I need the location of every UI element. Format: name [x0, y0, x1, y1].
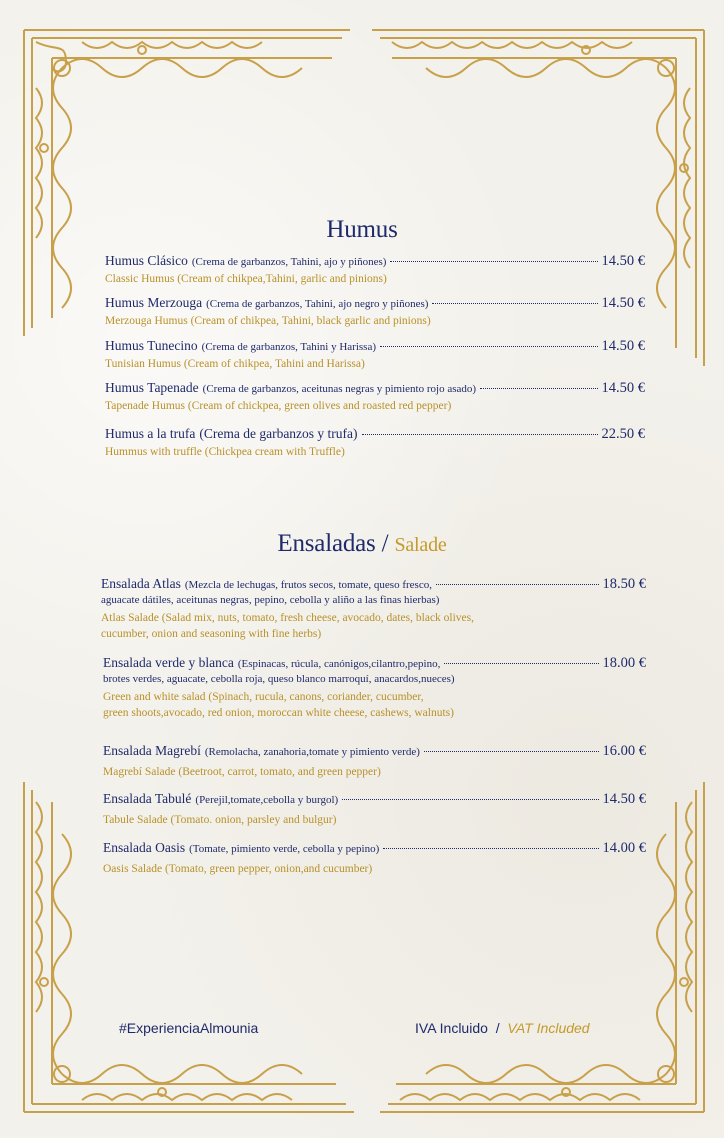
- item-en-name: Green and white salad: [103, 691, 206, 703]
- item-en-desc-continued: green shoots,avocado, red onion, moroccan white cheese, cashews, walnuts): [103, 707, 454, 719]
- item-english: [105, 400, 645, 412]
- item-en-desc: (Salad mix, nuts, tomato, fresh cheese, avocado, dates, black olives,: [161, 612, 475, 624]
- menu-item: [101, 575, 646, 642]
- item-desc: (Perejil,tomate,cebolla y burgol): [195, 794, 339, 806]
- item-en-desc: (Chickpea cream with Truffle): [204, 446, 345, 458]
- item-english: [103, 764, 646, 780]
- item-desc: (Crema de garbanzos y trufa): [199, 426, 358, 441]
- item-price: 14.50 €: [601, 295, 645, 311]
- item-desc: (Crema de garbanzos, Tahini, ajo negro y piñones): [206, 298, 429, 310]
- item-name: Ensalada verde y blanca: [103, 655, 234, 670]
- humus-title: Humus: [326, 216, 398, 243]
- item-line: [101, 575, 646, 593]
- item-desc: (Espinacas, rúcula, canónigos,cilantro,pepino,: [237, 658, 441, 670]
- item-desc: (Mezcla de lechugas, frutos secos, tomate, queso fresco,: [184, 579, 432, 591]
- item-name: Humus Clásico: [105, 253, 188, 268]
- footer-tax-note: [415, 1020, 590, 1036]
- ornamental-frame-top-left: [22, 28, 352, 338]
- leader-dots: [436, 584, 599, 585]
- item-line: [105, 379, 645, 397]
- item-en-desc: (Cream of chikpea, Tahini and Harissa): [183, 358, 365, 370]
- menu-item: [103, 790, 646, 828]
- item-en-name: Tunisian Humus: [105, 358, 181, 370]
- item-name: Humus Merzouga: [105, 295, 203, 310]
- iva-label: IVA Incluido: [415, 1020, 488, 1036]
- item-english: [101, 610, 646, 642]
- item-en-name: Magrebí Salade: [103, 766, 176, 778]
- item-line: [105, 337, 645, 355]
- item-line: [103, 839, 646, 857]
- item-desc-continued: brotes verdes, aguacate, cebolla roja, queso blanco marroquí, anacardos,nueces): [103, 673, 455, 685]
- item-en-desc: (Cream of chikpea, Tahini, black garlic and pinions): [190, 315, 431, 327]
- menu-item: [103, 839, 646, 877]
- item-price: 14.50 €: [601, 253, 645, 269]
- item-desc: (Crema de garbanzos, aceitunas negras y pimiento rojo asado): [202, 383, 477, 395]
- leader-dots: [390, 261, 597, 262]
- item-english: [105, 273, 645, 285]
- item-name: Humus Tapenade: [105, 380, 199, 395]
- item-en-name: Merzouga Humus: [105, 315, 188, 327]
- leader-dots: [383, 848, 598, 849]
- item-en-desc: (Beetroot, carrot, tomato, and green pepper): [178, 766, 381, 778]
- leader-dots: [432, 303, 597, 304]
- item-price: 14.50 €: [601, 338, 645, 354]
- item-price: 14.00 €: [602, 840, 646, 856]
- footer-hashtag: #ExperienciaAlmounia: [119, 1020, 259, 1036]
- section-title-ensaladas: [0, 530, 724, 558]
- leader-dots: [342, 799, 598, 800]
- item-en-name: Hummus with truffle: [105, 446, 202, 458]
- item-name: Ensalada Magrebí: [103, 743, 201, 758]
- ensaladas-title: Ensaladas: [277, 530, 376, 557]
- item-name: Humus a la trufa: [105, 426, 196, 441]
- menu-item: [105, 425, 645, 458]
- menu-item: [103, 742, 646, 780]
- item-name: Ensalada Atlas: [101, 576, 181, 591]
- ornamental-frame-bottom-right: [380, 782, 706, 1114]
- menu-item: [105, 379, 645, 412]
- item-english: [105, 446, 645, 458]
- item-price: 14.50 €: [601, 380, 645, 396]
- item-english: [105, 315, 645, 327]
- item-en-name: Classic Humus: [105, 273, 175, 285]
- leader-dots: [380, 346, 597, 347]
- leader-dots: [362, 434, 598, 435]
- leader-dots: [480, 388, 597, 389]
- item-desc: (Crema de garbanzos, Tahini, ajo y piñones): [191, 256, 387, 268]
- item-line: [103, 790, 646, 808]
- item-name: Ensalada Oasis: [103, 840, 186, 855]
- item-price: 22.50 €: [601, 426, 645, 442]
- ornamental-frame-bottom-left: [22, 782, 356, 1114]
- item-name: Humus Tunecino: [105, 338, 198, 353]
- item-desc: (Remolacha, zanahoria,tomate y pimiento verde): [204, 746, 420, 758]
- item-price: 18.50 €: [602, 576, 646, 592]
- footer-separator: /: [495, 1020, 500, 1036]
- menu-item: [105, 337, 645, 370]
- item-en-desc: (Cream of chickpea, green olives and roasted red pepper): [187, 400, 452, 412]
- item-english: [105, 358, 645, 370]
- item-line: [103, 742, 646, 760]
- vat-label: VAT Included: [507, 1020, 590, 1036]
- item-name: Ensalada Tabulé: [103, 791, 192, 806]
- item-line: [105, 294, 645, 312]
- title-separator: /: [381, 530, 389, 557]
- leader-dots: [424, 751, 599, 752]
- item-line: [105, 425, 645, 443]
- menu-item: [105, 252, 645, 285]
- item-english: [103, 861, 646, 877]
- item-english: [103, 689, 646, 721]
- section-title-humus: [0, 216, 724, 244]
- item-line: [103, 654, 646, 672]
- item-desc: (Tomate, pimiento verde, cebolla y pepino): [189, 843, 380, 855]
- item-en-name: Oasis Salade: [103, 863, 163, 875]
- item-en-name: Tabule Salade: [103, 814, 168, 826]
- item-desc: (Crema de garbanzos, Tahini y Harissa): [201, 341, 377, 353]
- item-price: 18.00 €: [602, 655, 646, 671]
- ensaladas-title-alt: Salade: [394, 534, 447, 556]
- menu-item: [105, 294, 645, 327]
- menu-item: [103, 654, 646, 721]
- item-en-desc-continued: cucumber, onion and seasoning with fine herbs): [101, 628, 322, 640]
- item-en-name: Tapenade Humus: [105, 400, 185, 412]
- item-price: 16.00 €: [602, 743, 646, 759]
- item-price: 14.50 €: [602, 791, 646, 807]
- item-en-desc: (Tomato. onion, parsley and bulgur): [170, 814, 337, 826]
- item-en-desc: (Spinach, rucula, canons, coriander, cucumber,: [208, 691, 424, 703]
- leader-dots: [444, 663, 598, 664]
- item-en-desc: (Tomato, green pepper, onion,and cucumber): [164, 863, 373, 875]
- item-en-name: Atlas Salade: [101, 612, 159, 624]
- item-english: [103, 812, 646, 828]
- item-line: [105, 252, 645, 270]
- item-en-desc: (Cream of chikpea,Tahini, garlic and pinions): [177, 273, 387, 285]
- item-desc-continued: aguacate dátiles, aceitunas negras, pepino, cebolla y aliño a las finas hierbas): [101, 594, 440, 606]
